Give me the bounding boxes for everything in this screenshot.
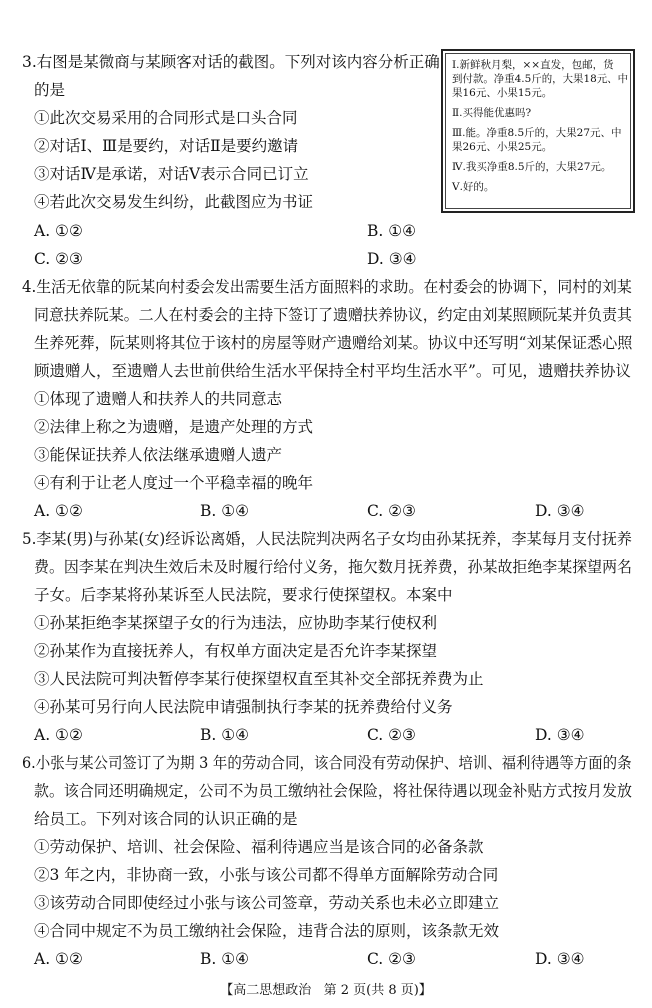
question-6-option-b[interactable]: B. ①④ bbox=[200, 950, 250, 968]
question-4-stem-line: 同意扶养阮某。二人在村委会的主持下签订了遗赠扶养协议，约定由刘某照顾阮某并负责其 bbox=[34, 306, 633, 324]
question-3-option-a[interactable]: A. ①② bbox=[34, 222, 83, 240]
question-6-statement: ③该劳动合同即使经过小张与该公司签章，劳动关系也未必立即建立 bbox=[34, 894, 500, 912]
question-6-stem-line: 6.小张与某公司签订了为期 3 年的劳动合同，该合同没有劳动保护、培训、福利待遇等方面的条 bbox=[22, 754, 632, 772]
question-3-statement: ①此次交易采用的合同形式是口头合同 bbox=[34, 109, 298, 127]
question-6-option-c[interactable]: C. ②③ bbox=[367, 950, 416, 968]
question-5-statement: ④孙某可另行向人民法院申请强制执行李某的抚养费给付义务 bbox=[34, 698, 453, 716]
question-4-option-c[interactable]: C. ②③ bbox=[367, 502, 416, 520]
chat-transcript bbox=[445, 53, 631, 209]
question-3-option-d[interactable]: D. ③④ bbox=[367, 250, 417, 268]
question-4-statement: ③能保证扶养人依法继承遗赠人遗产 bbox=[34, 446, 283, 464]
question-3-option-c[interactable]: C. ②③ bbox=[34, 250, 83, 268]
chat-screenshot-box bbox=[441, 49, 635, 213]
question-5-stem-line: 子女。后李某将孙某诉至人民法院，要求行使探望权。本案中 bbox=[34, 586, 453, 604]
question-4-stem-line: 4.生活无依靠的阮某向村委会发出需要生活方面照料的求助。在村委会的协调下，同村的刘某 bbox=[22, 278, 632, 296]
question-4-statement: ②法律上称之为遗赠，是遗产处理的方式 bbox=[34, 418, 314, 436]
question-3-option-b[interactable]: B. ①④ bbox=[367, 222, 417, 240]
chat-line: Ⅱ.买得能优惠吗? bbox=[452, 107, 532, 119]
question-5-option-b[interactable]: B. ①④ bbox=[200, 726, 250, 744]
question-5-stem-line: 5.李某(男)与孙某(女)经诉讼离婚，人民法院判决两名子女均由孙某抚养，李某每月支付抚养 bbox=[22, 530, 632, 548]
question-3-statement: ③对话Ⅳ是承诺，对话Ⅴ表示合同已订立 bbox=[34, 165, 309, 183]
question-4-statement: ④有利于让老人度过一个平稳幸福的晚年 bbox=[34, 474, 314, 492]
chat-line: 到付款。净重4.5斤的，大果18元、中 bbox=[452, 73, 629, 85]
question-5-option-d[interactable]: D. ③④ bbox=[535, 726, 585, 744]
question-3-statement: ④若此次交易发生纠纷，此截图应为书证 bbox=[34, 193, 314, 211]
question-5-option-c[interactable]: C. ②③ bbox=[367, 726, 416, 744]
question-5-option-a[interactable]: A. ①② bbox=[34, 726, 83, 744]
chat-line: 果26元、小果25元。 bbox=[452, 141, 553, 153]
question-6-stem-line: 款。该合同还明确规定，公司不为员工缴纳社会保险，将社保待遇以现金补贴方式按月发放 bbox=[34, 782, 633, 800]
page-footer: 【高二思想政治 第 2 页(共 8 页)】 bbox=[220, 983, 432, 998]
question-6-statement: ②3 年之内，非协商一致，小张与该公司都不得单方面解除劳动合同 bbox=[34, 866, 499, 884]
question-5-statement: ②孙某作为直接抚养人，有权单方面决定是否允许李某探望 bbox=[34, 642, 438, 660]
question-4-stem-line: 生养死葬，阮某则将其位于该村的房屋等财产遗赠给刘某。协议中还写明“刘某保证悉心照 bbox=[34, 334, 633, 352]
chat-line: Ⅳ.我买净重8.5斤的，大果27元。 bbox=[452, 161, 612, 173]
chat-line: Ⅲ.能。净重8.5斤的，大果27元、中 bbox=[452, 127, 622, 139]
question-3-stem-line: 3.右图是某微商与某顾客对话的截图。下列对该内容分析正确 bbox=[22, 53, 440, 71]
question-5-stem-line: 费。因李某在判决生效后未及时履行给付义务，拖欠数月抚养费，孙某故拒绝李某探望两名 bbox=[34, 558, 633, 576]
question-6-option-a[interactable]: A. ①② bbox=[34, 950, 83, 968]
question-4-stem-line: 顾遗赠人，至遗赠人去世前供给生活水平保持全村平均生活水平”。可见，遗赠扶养协议 bbox=[34, 362, 631, 380]
question-6-stem-line: 给员工。下列对该合同的认识正确的是 bbox=[34, 810, 298, 828]
question-4-option-d[interactable]: D. ③④ bbox=[535, 502, 585, 520]
question-6-statement: ④合同中规定不为员工缴纳社会保险，违背合法的原则，该条款无效 bbox=[34, 922, 500, 940]
question-3-stem-line: 的是 bbox=[34, 81, 66, 99]
question-5-statement: ③人民法院可判决暂停李某行使探望权直至其补交全部抚养费为止 bbox=[34, 670, 484, 688]
question-3-statement: ②对话Ⅰ、Ⅲ是要约，对话Ⅱ是要约邀请 bbox=[34, 137, 299, 155]
question-4-option-a[interactable]: A. ①② bbox=[34, 502, 83, 520]
question-6-statement: ①劳动保护、培训、社会保险、福利待遇应当是该合同的必备条款 bbox=[34, 838, 484, 856]
chat-line: Ⅴ.好的。 bbox=[452, 181, 495, 193]
chat-line: 果16元、小果15元。 bbox=[452, 87, 553, 99]
question-6-option-d[interactable]: D. ③④ bbox=[535, 950, 585, 968]
chat-line: Ⅰ.新鲜秋月梨，××直发，包邮，货 bbox=[452, 59, 614, 71]
question-4-option-b[interactable]: B. ①④ bbox=[200, 502, 250, 520]
question-4-statement: ①体现了遗赠人和扶养人的共同意志 bbox=[34, 390, 283, 408]
question-5-statement: ①孙某拒绝李某探望子女的行为违法，应协助李某行使权利 bbox=[34, 614, 438, 632]
